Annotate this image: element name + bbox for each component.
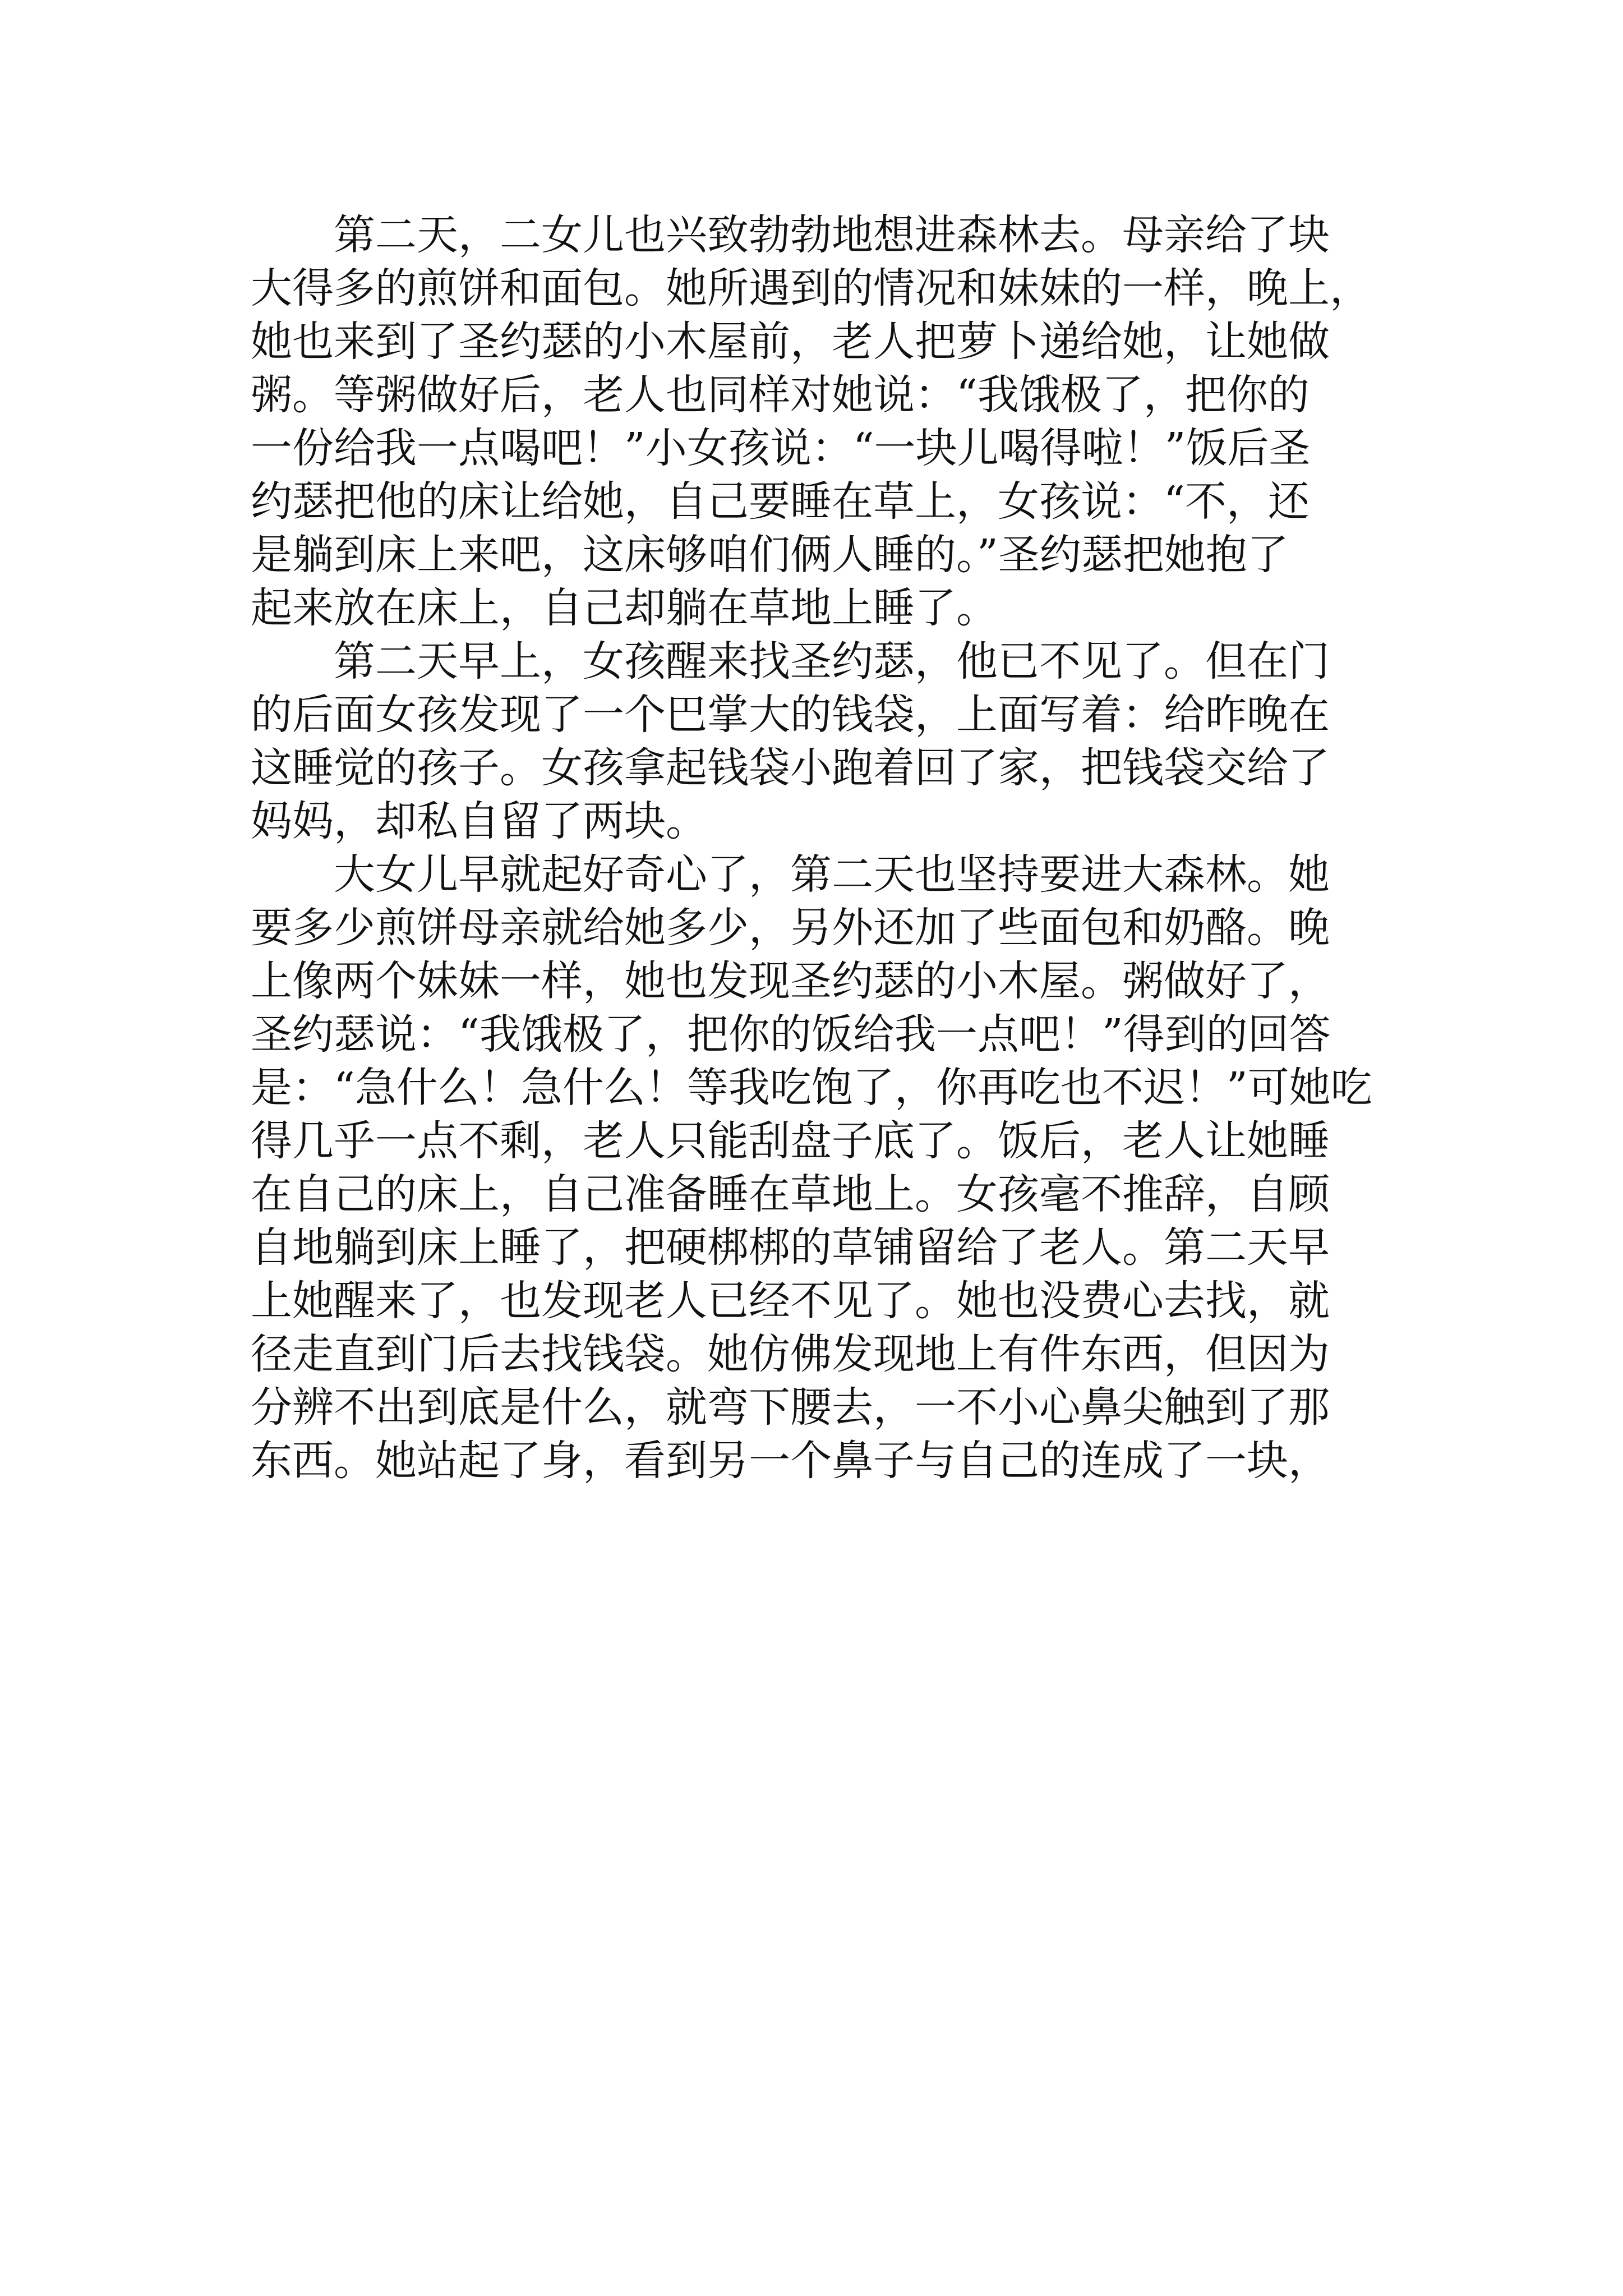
paragraph-line: 大女儿早就起好奇心了，第二天也坚持要进大森林。她	[334, 850, 1330, 899]
paragraph-line: 约瑟把他的床让给她，自己要睡在草上，女孩说：“不，还	[251, 477, 1310, 526]
paragraph-line: 分辨不出到底是什么，就弯下腰去，一不小心鼻尖触到了那	[251, 1383, 1330, 1432]
paragraph-line: 径走直到门后去找钱袋。她仿佛发现地上有件东西，但因为	[251, 1330, 1330, 1378]
paragraph-line: 大得多的煎饼和面包。她所遇到的情况和妹妹的一样，晚上，	[251, 264, 1371, 312]
paragraph-line: 是躺到床上来吧，这床够咱们俩人睡的。”圣约瑟把她抱了	[251, 531, 1289, 579]
paragraph-line: 东西。她站起了身，看到另一个鼻子与自己的连成了一块，	[251, 1437, 1330, 1485]
paragraph-line: 起来放在床上，自己却躺在草地上睡了。	[251, 584, 998, 632]
paragraph-line: 这睡觉的孩子。女孩拿起钱袋小跑着回了家，把钱袋交给了	[251, 744, 1330, 792]
paragraph-line: 上像两个妹妹一样，她也发现圣约瑟的小木屋。粥做好了，	[251, 957, 1330, 1005]
paragraph-line: 第二天早上，女孩醒来找圣约瑟，他已不见了。但在门	[334, 637, 1330, 685]
paragraph-line: 圣约瑟说：“我饿极了，把你的饭给我一点吧！”得到的回答	[251, 1010, 1331, 1059]
paragraph-line: 妈妈，却私自留了两块。	[251, 797, 707, 845]
paragraph-line: 她也来到了圣约瑟的小木屋前，老人把萝卜递给她，让她做	[251, 318, 1330, 366]
paragraph-line: 自地躺到床上睡了，把硬梆梆的草铺留给了老人。第二天早	[251, 1223, 1330, 1272]
paragraph-line: 粥。等粥做好后，老人也同样对她说：“我饿极了，把你的	[251, 371, 1310, 419]
paragraph-line: 的后面女孩发现了一个巴掌大的钱袋，上面写着：给昨晚在	[251, 691, 1330, 739]
body-text	[251, 209, 1372, 1488]
paragraph-line: 上她醒来了，也发现老人已经不见了。她也没费心去找，就	[251, 1277, 1330, 1325]
paragraph-line: 得几乎一点不剩，老人只能刮盘子底了。饭后，老人让她睡	[251, 1117, 1330, 1165]
paragraph-line: 在自己的床上，自己准备睡在草地上。女孩毫不推辞，自顾	[251, 1170, 1330, 1218]
paragraph-line: 要多少煎饼母亲就给她多少，另外还加了些面包和奶酪。晚	[251, 904, 1330, 952]
paragraph-line: 第二天，二女儿也兴致勃勃地想进森林去。母亲给了块	[334, 211, 1330, 259]
paragraph-line: 一份给我一点喝吧！”小女孩说：“一块儿喝得啦！”饭后圣	[251, 424, 1311, 472]
paragraph-line: 是：“急什么！急什么！等我吃饱了，你再吃也不迟！”可她吃	[251, 1064, 1372, 1112]
